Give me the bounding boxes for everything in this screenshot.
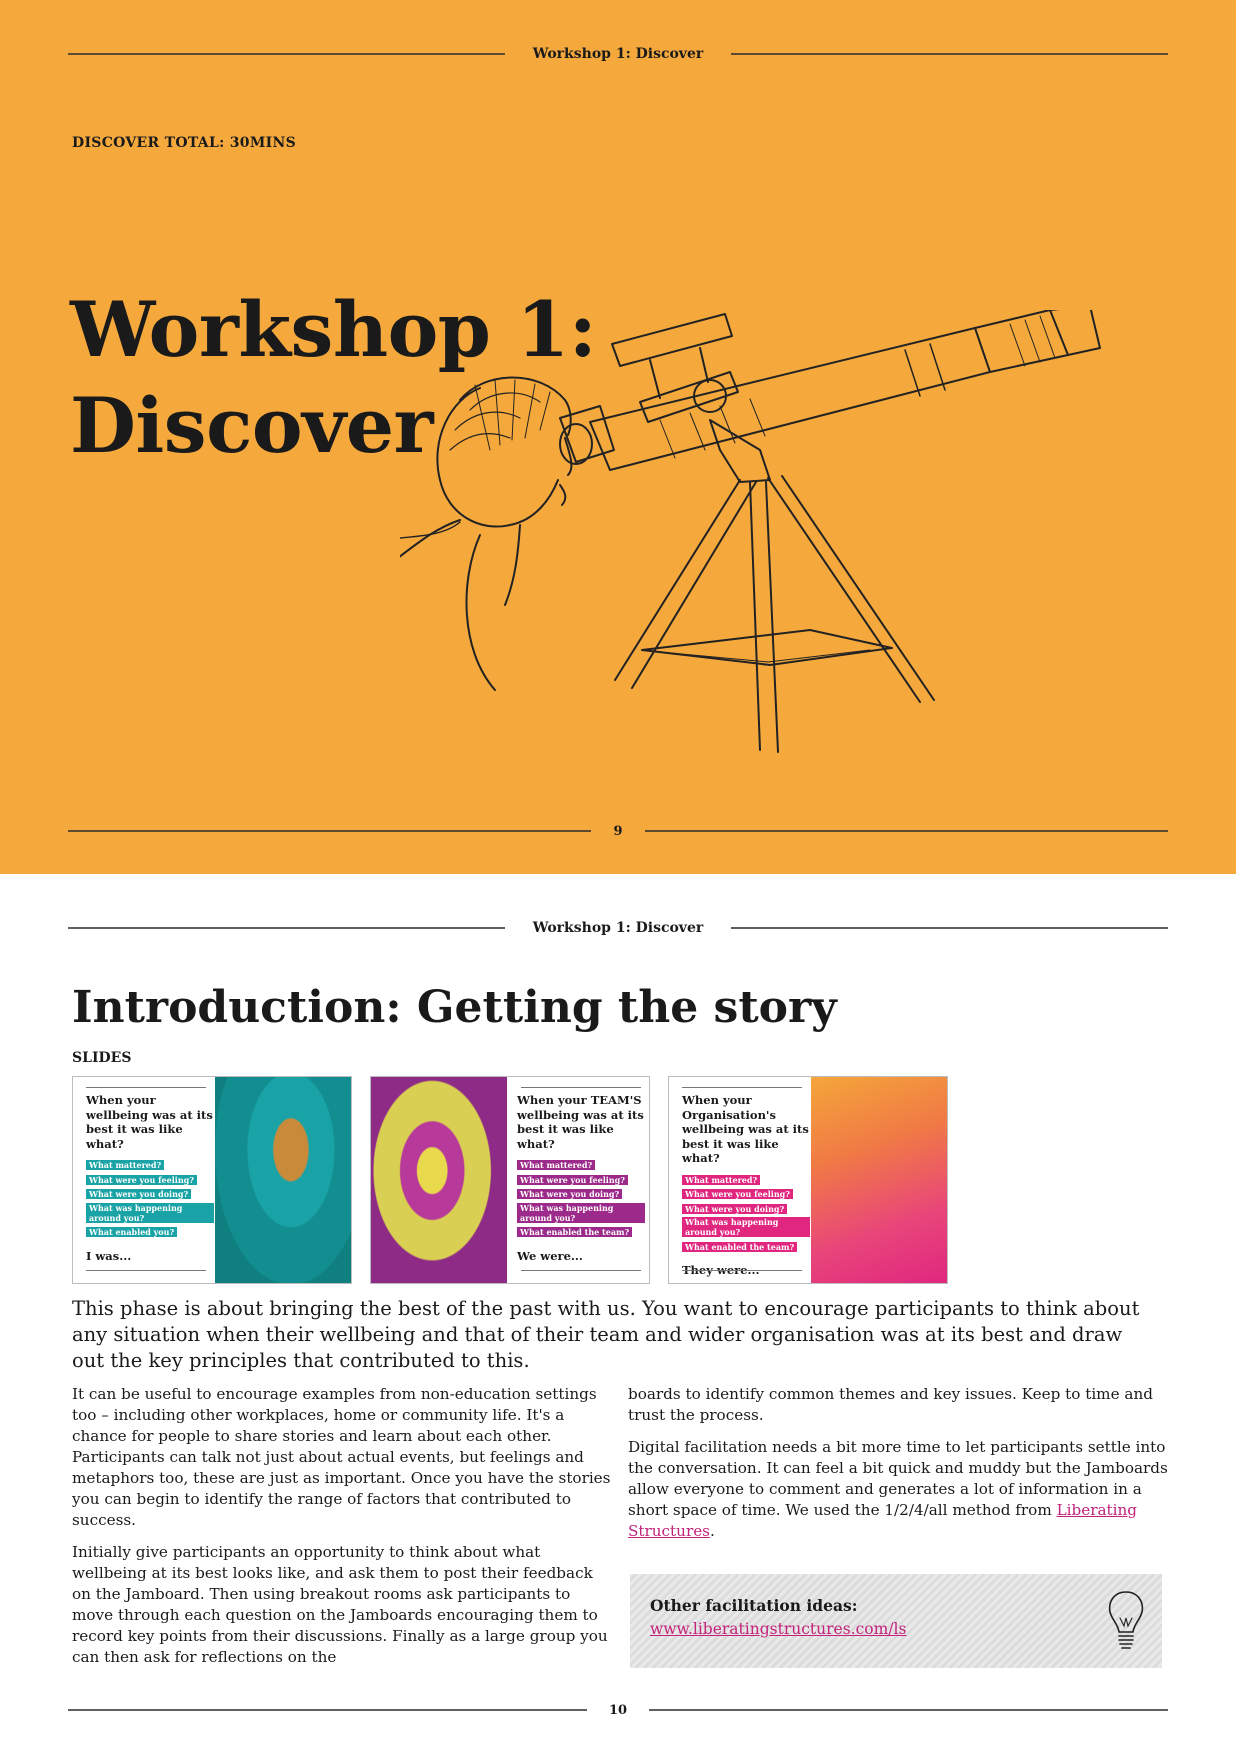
- slide-question: What were you feeling?: [86, 1175, 197, 1185]
- facilitation-ideas-link[interactable]: www.liberatingstructures.com/ls: [650, 1620, 907, 1638]
- slide-bottom-rule: [682, 1270, 802, 1271]
- body-paragraph-digital: [628, 1437, 1173, 1542]
- facilitation-ideas-title: Other facilitation ideas:: [650, 1596, 858, 1615]
- slide-thumbnail-3: [668, 1076, 948, 1284]
- footer-rule-left: [68, 830, 591, 832]
- body-column-left: [72, 1384, 612, 1679]
- lightbulb-icon: [1104, 1588, 1148, 1654]
- slide-thumbnail-2: [370, 1076, 650, 1284]
- slide-question: What were you doing?: [86, 1189, 191, 1199]
- body-column-right: [628, 1384, 1173, 1553]
- running-head-text: Workshop 1: Discover: [532, 46, 704, 62]
- header-rule-right: [731, 927, 1168, 929]
- slide-text: [682, 1093, 810, 1278]
- slide-photo: [811, 1077, 948, 1284]
- slide-thumbnail-1: [72, 1076, 352, 1284]
- running-head-text: Workshop 1: Discover: [532, 920, 704, 936]
- slide-photo: [215, 1077, 352, 1284]
- slide-bottom-rule: [521, 1270, 641, 1271]
- slide-question: What were you feeling?: [517, 1175, 628, 1185]
- body-paragraph: Initially give participants an opportunity to think about what wellbeing at its best looks like, and ask them to post their feedback on the Jamboard. Then using breakout rooms ask participants to move through each question on the Jamboards encouraging them to record key points from their discussions. Finally as a large group you can then ask for reflections on the: [72, 1543, 608, 1666]
- slide-text: [517, 1093, 645, 1263]
- slide-answer: We were...: [517, 1248, 583, 1263]
- running-head: [68, 44, 1168, 64]
- slide-top-rule: [521, 1087, 641, 1088]
- telescope-illustration: [400, 310, 1120, 780]
- facilitation-ideas-box: [630, 1574, 1162, 1668]
- workshop-title-line1: Workshop 1:: [70, 285, 597, 374]
- slide-answer: They were...: [682, 1263, 760, 1277]
- running-head: [68, 918, 1168, 938]
- body-paragraph-end: .: [709, 1522, 715, 1540]
- workshop-title-line2: Discover: [70, 381, 434, 470]
- slide-question: What was happening around you?: [682, 1217, 810, 1237]
- page-folio: [68, 821, 1168, 841]
- body-paragraph: boards to identify common themes and key issues. Keep to time and trust the process.: [628, 1385, 1153, 1424]
- slide-questions: [517, 1157, 645, 1239]
- slide-question: What was happening around you?: [517, 1203, 645, 1223]
- body-paragraph: It can be useful to encourage examples from non-education settings too – including other workplaces, home or community life. It's a chance for people to share stories and learn about each other. Participants can talk not just about actual events, but feelings and metaphors too, these are just as important. Once you have the stories you can begin to identify the range of factors that contributed to success.: [72, 1385, 611, 1529]
- page-number: 9: [613, 823, 623, 839]
- section-title-regular: Getting the story: [416, 982, 837, 1033]
- slide-question: What enabled the team?: [682, 1242, 797, 1252]
- body-paragraph-text: Digital facilitation needs a bit more time to let participants settle into the conversation. It can feel a bit quick and muddy but the Jamboards allow everyone to comment and generates a lot of information in a short space of time. We used the 1/2/4/all method from: [628, 1438, 1168, 1519]
- slide-question: What were you doing?: [517, 1189, 622, 1199]
- lead-paragraph: This phase is about bringing the best of the past with us. You want to encourage participants to think about any situation when their wellbeing and that of their team and wider organisation was at its best and draw out the key principles that contributed to this.: [72, 1297, 1140, 1372]
- section-title-bold: Introduction:: [72, 982, 402, 1033]
- slide-prompt: When your TEAM'S wellbeing was at its best it was like what?: [517, 1093, 644, 1151]
- slide-question: What were you doing?: [682, 1204, 787, 1214]
- slide-question: What mattered?: [86, 1160, 164, 1170]
- slide-question: What mattered?: [517, 1160, 595, 1170]
- slide-question: What was happening around you?: [86, 1203, 214, 1223]
- slide-question: What enabled you?: [86, 1227, 177, 1237]
- footer-rule-right: [645, 830, 1168, 832]
- header-rule-left: [68, 927, 505, 929]
- header-rule-right: [731, 53, 1168, 55]
- page-9: [0, 0, 1236, 874]
- slide-questions: [86, 1157, 214, 1239]
- liberating-structures-link[interactable]: Liberating Structures: [628, 1501, 1137, 1540]
- page-folio: [68, 1700, 1168, 1720]
- slide-questions: [682, 1172, 810, 1254]
- footer-rule-right: [649, 1709, 1168, 1711]
- slide-question: What mattered?: [682, 1175, 760, 1185]
- page-10: [0, 874, 1236, 1751]
- header-rule-left: [68, 53, 505, 55]
- section-title: [72, 982, 837, 1033]
- slide-bottom-rule: [86, 1270, 206, 1271]
- slide-question: What were you feeling?: [682, 1189, 793, 1199]
- slide-question: What enabled the team?: [517, 1227, 632, 1237]
- slide-photo: [371, 1077, 507, 1284]
- slide-top-rule: [86, 1087, 206, 1088]
- discover-total-label: DISCOVER TOTAL: 30MINS: [72, 135, 296, 151]
- slide-answer: I was...: [86, 1248, 132, 1263]
- page-number: 10: [608, 1702, 628, 1718]
- slide-text: [86, 1093, 214, 1263]
- slide-top-rule: [682, 1087, 802, 1088]
- footer-rule-left: [68, 1709, 587, 1711]
- slides-label: SLIDES: [72, 1050, 132, 1066]
- slide-prompt: When your Organisation's wellbeing was at its best it was like what?: [682, 1093, 809, 1165]
- slide-prompt: When your wellbeing was at its best it was like what?: [86, 1093, 213, 1151]
